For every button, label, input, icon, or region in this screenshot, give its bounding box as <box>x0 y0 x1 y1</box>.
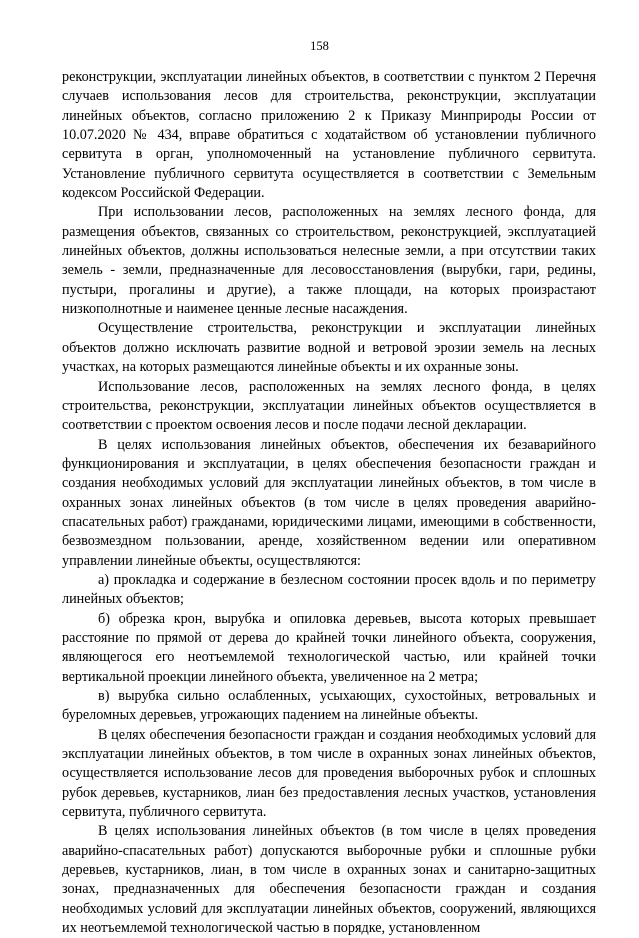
paragraph: Осуществление строительства, реконструкции и эксплуатации линейных объектов должно исключать развитие водной и ветровой эрозии земель на лесных участках, на которых размещаются линейные объекты и их охранные зоны. <box>62 320 596 376</box>
document-body <box>62 68 596 938</box>
list-item-a: а) прокладка и содержание в безлесном состоянии просек вдоль и по периметру линейных объектов; <box>62 571 596 608</box>
paragraph: В целях использования линейных объектов, обеспечения их безаварийного функционирования и эксплуатации, в целях обеспечения безопасности граждан и создания необходимых условий для эксплуатации линейных объектов, в том числе в охранных зонах линейных объектов (в том числе в целях проведения аварийно-спасательных работ) гражданами, юридическими лицами, имеющими в собственности, безвозмездном пользовании, аренде, хозяйственном ведении или оперативном управлении линейные объекты, осуществляются: <box>62 436 596 569</box>
paragraph: В целях использования линейных объектов (в том числе в целях проведения аварийно-спасательных работ) допускаются выборочные рубки и сплошные рубки деревьев, кустарников, лиан, в том числе в охранных зонах и санитарно-защитных зонах, предназначенных для обеспечения безопасности граждан и создания необходимых условий для эксплуатации линейных объектов, сооружений, являющихся их неотъемлемой технологической частью в порядке, установленном <box>62 823 596 937</box>
paragraph: При использовании лесов, расположенных на землях лесного фонда, для размещения объектов, связанных со строительством, реконструкцией, эксплуатацией линейных объектов, должны использоваться нелесные земли, а при отсутствии таких земель - земли, предназначенные для лесовосстановления (вырубки, гари, редины, пустыри, прогалины и другие), а также площади, на которых произрастают низкополнотные и наименее ценные лесные насаждения. <box>62 204 596 318</box>
page-number: 158 <box>310 39 329 53</box>
paragraph-continuation: реконструкции, эксплуатации линейных объектов, в соответствии с пунктом 2 Перечня случаев использования лесов для строительства, реконструкции, эксплуатации линейных объектов, согласно приложению 2 к Приказу Минприроды России от 10.07.2020 № 434, вправе обратиться с ходатайством об установлении публичного сервитута в орган, уполномоченный на установление публичного сервитута. Установление публичного сервитута осуществляется в соответствии с Земельным кодексом Российской Федерации. <box>62 69 596 202</box>
paragraph: В целях обеспечения безопасности граждан и создания необходимых условий для эксплуатации линейных объектов, в том числе в охранных зонах линейных объектов, осуществляется использование лесов для проведения выборочных рубок и сплошных рубок деревьев, кустарников, лиан без предоставления лесных участков, установления сервитута, публичного сервитута. <box>62 726 596 821</box>
list-item-b: б) обрезка крон, вырубка и опиловка деревьев, высота которых превышает расстояние по прямой от дерева до крайней точки линейного объекта, сооружения, являющегося его неотъемлемой технологической частью, или крайней точки вертикальной проекции линейного объекта, увеличенное на 2 метра; <box>62 610 596 685</box>
paragraph: Использование лесов, расположенных на землях лесного фонда, в целях строительства, реконструкции, эксплуатации линейных объектов осуществляется в соответствии с проектом освоения лесов и после подачи лесной декларации. <box>62 378 596 434</box>
list-item-c: в) вырубка сильно ослабленных, усыхающих, сухостойных, ветровальных и буреломных деревьев, угрожающих падением на линейные объекты. <box>62 688 596 724</box>
